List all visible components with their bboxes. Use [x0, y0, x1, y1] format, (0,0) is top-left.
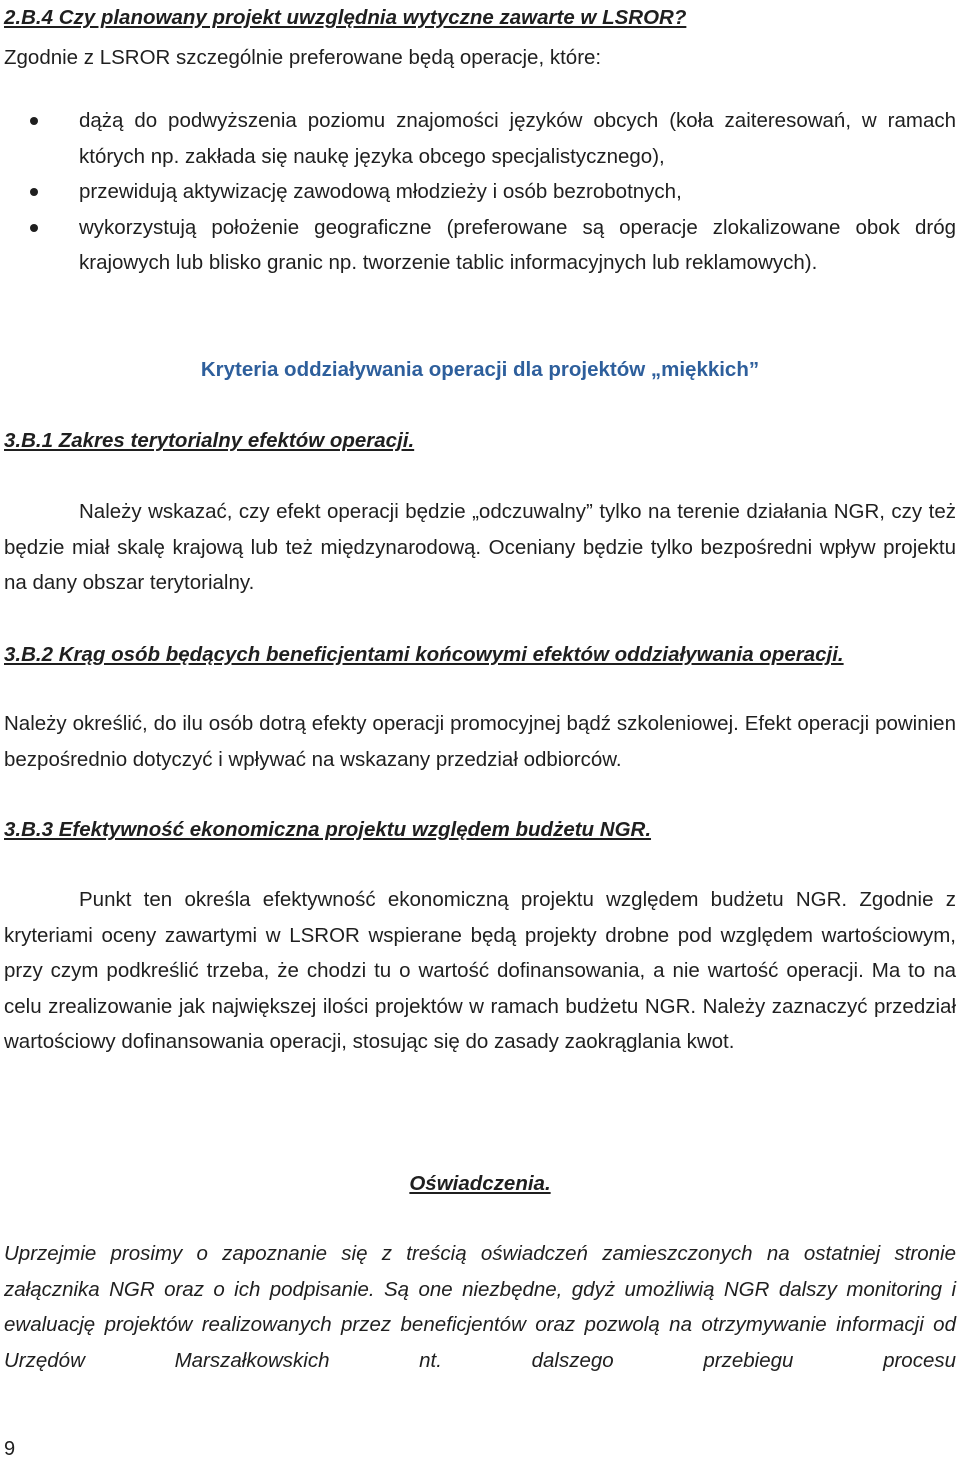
paragraph-3b1: Należy wskazać, czy efekt operacji będzie „odczuwalny” tylko na terenie działania NGR, czy też będzie miał skalę krajową lub też międzynarodową. Oceniany będzie tylko bezpośredni wpływ projektu na dany obszar terytorialny.: [4, 500, 956, 594]
heading-2b4: 2.B.4 Czy planowany projekt uwzględnia wytyczne zawarte w LSROR?: [4, 6, 687, 29]
list-item: wykorzystują położenie geograficzne (preferowane są operacje zlokalizowane obok dróg krajowych lub blisko granic np. tworzenie tablic informacyjnych lub reklamowych).: [4, 210, 956, 281]
heading-declarations: Oświadczenia.: [409, 1172, 551, 1195]
list-item: dążą do podwyższenia poziomu znajomości języków obcych (koła zaiteresowań, w ramach których np. zakłada się naukę języka obcego specjalistycznego),: [4, 103, 956, 174]
criteria-title: Kryteria oddziaływania operacji dla projektów „miękkich”: [200, 358, 760, 381]
heading-3b1: 3.B.1 Zakres terytorialny efektów operacji.: [4, 429, 415, 452]
heading-3b3: 3.B.3 Efektywność ekonomiczna projektu względem budżetu NGR.: [4, 818, 652, 841]
page-number: 9: [4, 1438, 16, 1460]
intro-paragraph: Zgodnie z LSROR szczególnie preferowane będą operacje, które:: [4, 46, 602, 69]
paragraph-3b3: Punkt ten określa efektywność ekonomiczną projektu względem budżetu NGR. Zgodnie z kryteriami oceny zawartymi w LSROR wspierane będą projekty drobne pod względem wartościowym, przy czym podkreślić trzeba, że chodzi tu o wartość dofinansowania, a nie wartość operacji. Ma to na celu zrealizowanie jak największej ilości projektów w ramach budżetu NGR. Należy zaznaczyć przedział wartościowy dofinansowania operacji, stosując się do zasady zaokrąglania kwot.: [4, 888, 956, 1053]
list-item: przewidują aktywizację zawodową młodzieży i osób bezrobotnych,: [4, 174, 956, 210]
preferences-list: [4, 103, 956, 281]
paragraph-3b2: Należy określić, do ilu osób dotrą efekty operacji promocyjnej bądź szkoleniowej. Efekt operacji powinien bezpośrednio dotyczyć i wpływać na wskazany przedział odbiorców.: [4, 712, 956, 771]
paragraph-declarations: Uprzejmie prosimy o zapoznanie się z treścią oświadczeń zamieszczonych na ostatniej stronie załącznika NGR oraz o ich podpisanie. Są one niezbędne, gdyż umożliwią NGR dalszy monitoring i ewaluację projektów realizowanych przez beneficjentów oraz pozwolą na otrzymywanie informacji od Urzędów Marszałkowskich nt. dalszego przebiegu procesu: [4, 1242, 956, 1372]
heading-3b2: 3.B.2 Krąg osób będących beneficjentami końcowymi efektów oddziaływania operacji.: [4, 643, 844, 666]
